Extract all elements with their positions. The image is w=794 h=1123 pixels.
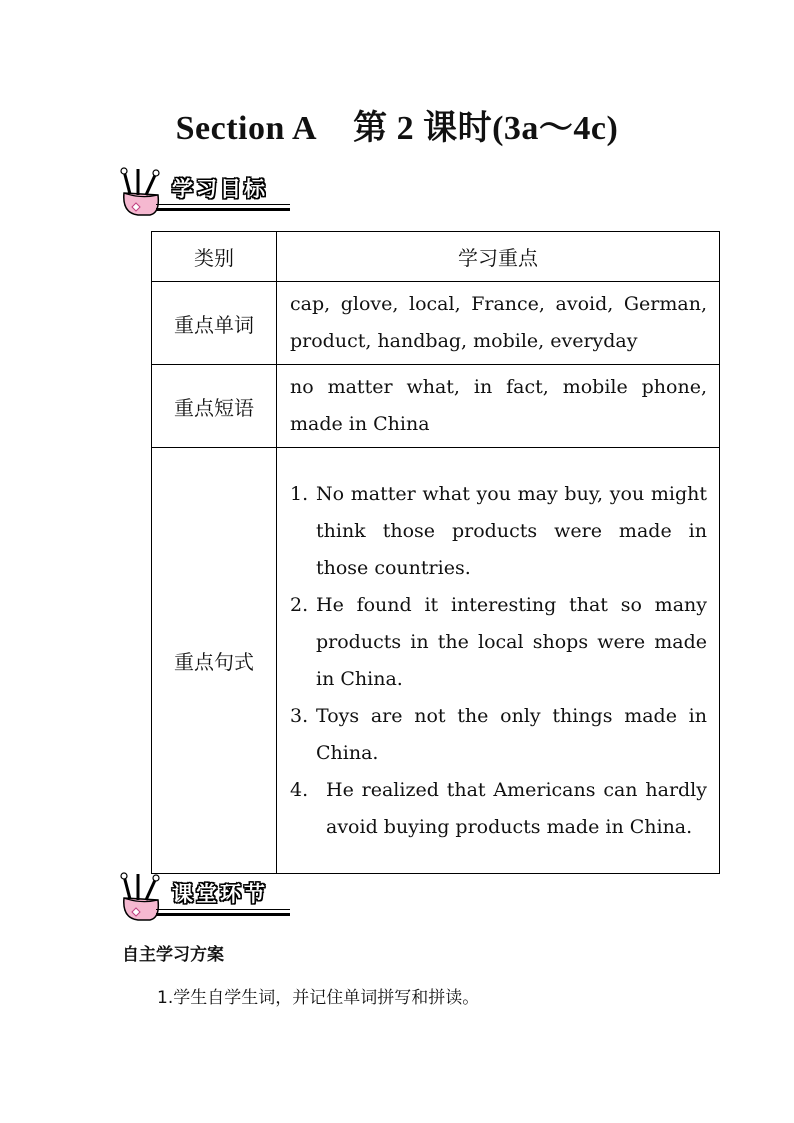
row-content: cap, glove, local, France, avoid, German, product, handbag, mobile, everyday (277, 282, 720, 365)
section-heading: 自主学习方案 (122, 945, 224, 965)
sentence-item (290, 772, 707, 846)
sentence-item (290, 587, 707, 698)
row-category: 重点单词 (152, 282, 277, 365)
sentence-item (290, 476, 707, 587)
table-header-row (152, 232, 720, 282)
table-row (152, 448, 720, 874)
pencil-cup-icon (116, 872, 168, 924)
class-activities-badge (116, 872, 296, 924)
learning-goals-badge (116, 167, 296, 219)
title-section: Section A (175, 110, 318, 147)
sentence-text: No matter what you may buy, you might think those products were made in those countries. (316, 482, 707, 579)
badge-underline (156, 204, 290, 205)
sentence-text: Toys are not the only things made in China. (316, 704, 707, 764)
header-category: 类别 (152, 232, 277, 282)
row-content: no matter what, in fact, mobile phone, made in China (277, 365, 720, 448)
row-sentences (277, 448, 720, 874)
sentence-number: 2. (290, 593, 309, 616)
badge-underline (156, 909, 290, 910)
badge-underline-thick (156, 913, 290, 916)
sentence-item (290, 698, 707, 772)
title-lesson: 第 2 课时(3a～4c) (353, 110, 619, 147)
header-focus: 学习重点 (277, 232, 720, 282)
sentence-number: 3. (290, 704, 309, 727)
row-category: 重点短语 (152, 365, 277, 448)
badge-label: 课堂环节 (172, 882, 268, 906)
sentence-number: 1. (290, 482, 309, 505)
sentence-number: 4. (290, 778, 309, 801)
table-row (152, 282, 720, 365)
learning-goals-table (151, 231, 720, 874)
sentence-text: He realized that Americans can hardly avoid buying products made in China. (326, 778, 707, 838)
badge-underline-thick (156, 208, 290, 211)
pencil-cup-icon (116, 167, 168, 219)
page-title (0, 100, 794, 149)
table-row (152, 365, 720, 448)
badge-label: 学习目标 (172, 177, 268, 201)
sentence-text: He found it interesting that so many products in the local shops were made in China. (316, 593, 707, 690)
row-category: 重点句式 (152, 448, 277, 874)
instruction-paragraph: 1.学生自学生词，并记住单词拼写和拼读。 (157, 988, 480, 1008)
